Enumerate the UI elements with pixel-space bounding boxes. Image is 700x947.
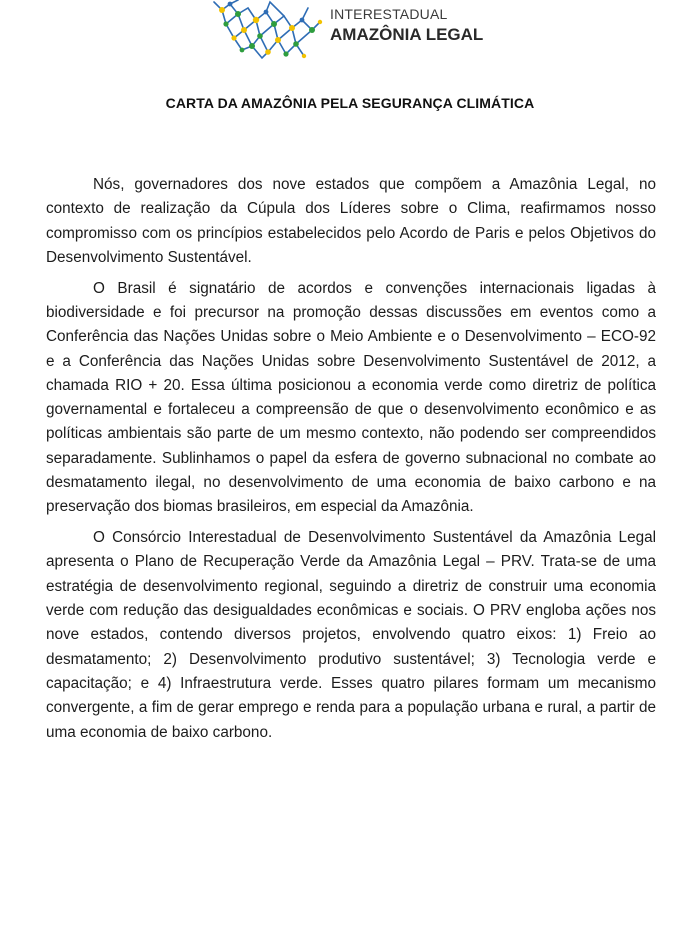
paragraph-1: Nós, governadores dos nove estados que compõem a Amazônia Legal, no contexto de realização da Cúpula dos Líderes sobre o Clima, reafirmamos nosso compromisso com os princípios estabelecidos pelo Acordo de Paris e pelos Objetivos do Desenvolvimento Sustentável. [46, 176, 656, 266]
paragraph-2: O Brasil é signatário de acordos e convenções internacionais ligadas à biodiversidade e foi precursor na promoção dessas discussões em eventos como a Conferência das Nações Unidas sobre o Meio Ambiente e o Desenvolvimento – ECO-92 e a Conferência das Nações Unidas sobre Desenvolvimento Sustentável de 2012, a chamada RIO + 20. Essa última posicionou a economia verde como diretriz de política governamental e fortaleceu a compreensão de que o desenvolvimento econômico e as políticas ambientais são parte de um mesmo contexto, não podendo ser compreendidos separadamente. Sublinhamos o papel da esfera de governo subnacional no combate ao desmatamento ilegal, no desenvolvimento de uma economia de baixo carbono e na preservação dos biomas brasileiros, em especial da Amazônia. [46, 279, 656, 516]
amazon-map-network-logo-icon [208, 0, 326, 62]
paragraph-3: O Consórcio Interestadual de Desenvolvimento Sustentável da Amazônia Legal apresenta o Plano de Recuperação Verde da Amazônia Legal – PRV. Trata-se de uma estratégia de desenvolvimento regional, seguindo a diretriz de construir uma economia verde com redução das desigualdades econômicas e sociais. O PRV engloba ações nos nove estados, contendo diversos projetos, envolvendo quatro eixos: 1) Freio ao desmatamento; 2) Desenvolvimento produtivo sustentável; 3) Tecnologia verde e capacitação; e 4) Infraestrutura verde. Esses quatro pilares formam um mecanismo convergente, a fim de gerar emprego e renda para a população urbana e rural, a partir de uma economia de baixo carbono. [46, 529, 656, 741]
logo-wordmark [330, 6, 483, 46]
document-body [46, 173, 656, 751]
page-header [0, 0, 700, 70]
logo-line-interestadual: INTERESTADUAL [330, 6, 448, 22]
logo-line-amazonia-legal: AMAZÔNIA LEGAL [330, 25, 484, 44]
document-title: CARTA DA AMAZÔNIA PELA SEGURANÇA CLIMÁTICA [165, 95, 535, 111]
